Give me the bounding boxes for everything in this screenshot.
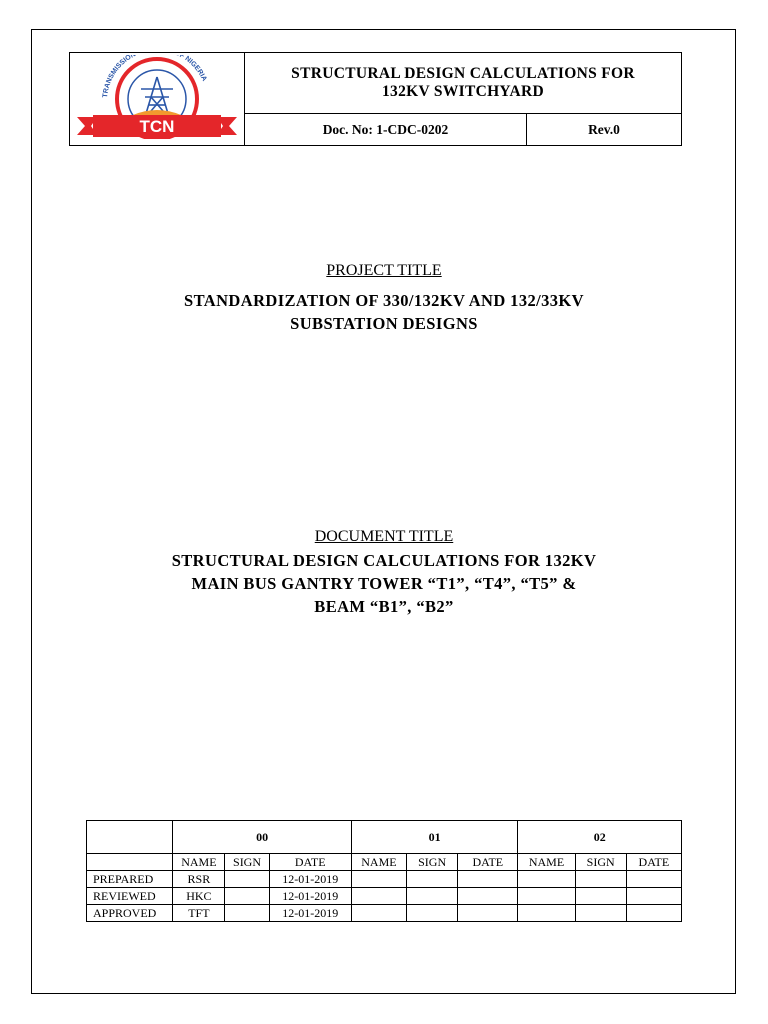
logo-ring-text: TRANSMISSION F NIGERIA	[102, 54, 208, 98]
rev-column-header-row	[87, 854, 682, 871]
col-sign: SIGN	[225, 854, 269, 871]
project-title-line-1: STANDARDIZATION OF 330/132KV AND 132/33KV	[184, 291, 584, 310]
cell-date: 12-01-2019	[269, 905, 351, 922]
col-sign: SIGN	[407, 854, 458, 871]
cell-empty	[518, 905, 575, 922]
table-row	[87, 871, 682, 888]
heading-line-1: STRUCTURAL DESIGN CALCULATIONS FOR	[291, 65, 635, 82]
cell-empty	[575, 888, 626, 905]
project-title-line-2: SUBSTATION DESIGNS	[290, 314, 478, 333]
cell-date: 12-01-2019	[269, 871, 351, 888]
col-name: NAME	[518, 854, 575, 871]
cell-sign	[225, 888, 269, 905]
row-role: APPROVED	[87, 905, 173, 922]
cell-sign	[225, 871, 269, 888]
table-row	[87, 905, 682, 922]
cell-date: 12-01-2019	[269, 888, 351, 905]
cell-empty	[518, 871, 575, 888]
cell-empty	[518, 888, 575, 905]
cell-empty	[575, 871, 626, 888]
document-heading	[245, 53, 682, 114]
cell-empty	[351, 905, 406, 922]
tcn-logo	[75, 55, 239, 139]
cell-name: RSR	[173, 871, 225, 888]
cell-empty	[351, 871, 406, 888]
logo-abbr: TCN	[139, 116, 175, 136]
project-title-label: PROJECT TITLE	[326, 262, 442, 279]
document-header	[69, 52, 682, 146]
cell-empty	[351, 888, 406, 905]
document-title-label: DOCUMENT TITLE	[314, 528, 454, 545]
revision-table	[86, 820, 682, 922]
col-date: DATE	[458, 854, 518, 871]
revision-label: Rev.0	[527, 114, 682, 146]
col-name: NAME	[351, 854, 406, 871]
col-date: DATE	[269, 854, 351, 871]
col-sign: SIGN	[575, 854, 626, 871]
rev-group-header: 00	[173, 821, 352, 854]
rev-corner-cell	[87, 821, 173, 854]
row-role: PREPARED	[87, 871, 173, 888]
document-title-line-2: MAIN BUS GANTRY TOWER “T1”, “T4”, “T5” &	[191, 574, 577, 593]
rev-group-header: 02	[518, 821, 682, 854]
col-name: NAME	[173, 854, 225, 871]
document-title-line-3: BEAM “B1”, “B2”	[314, 597, 454, 616]
document-title	[0, 549, 768, 618]
cell-empty	[458, 871, 518, 888]
project-title	[0, 289, 768, 335]
doc-number: Doc. No: 1-CDC-0202	[245, 114, 527, 146]
logo-cell	[70, 53, 245, 146]
cell-sign	[225, 905, 269, 922]
cell-empty	[407, 871, 458, 888]
cell-empty	[407, 905, 458, 922]
col-date: DATE	[626, 854, 681, 871]
cell-empty	[626, 905, 681, 922]
cell-name: HKC	[173, 888, 225, 905]
heading-line-2: 132KV SWITCHYARD	[382, 83, 544, 100]
cell-empty	[458, 905, 518, 922]
row-role: REVIEWED	[87, 888, 173, 905]
cell-empty	[575, 905, 626, 922]
document-title-line-1: STRUCTURAL DESIGN CALCULATIONS FOR 132KV	[171, 551, 597, 570]
table-row	[87, 888, 682, 905]
cell-empty	[626, 871, 681, 888]
rev-blank-cell	[87, 854, 173, 871]
cell-empty	[626, 888, 681, 905]
cell-empty	[407, 888, 458, 905]
cell-empty	[458, 888, 518, 905]
rev-group-header: 01	[351, 821, 518, 854]
cell-name: TFT	[173, 905, 225, 922]
